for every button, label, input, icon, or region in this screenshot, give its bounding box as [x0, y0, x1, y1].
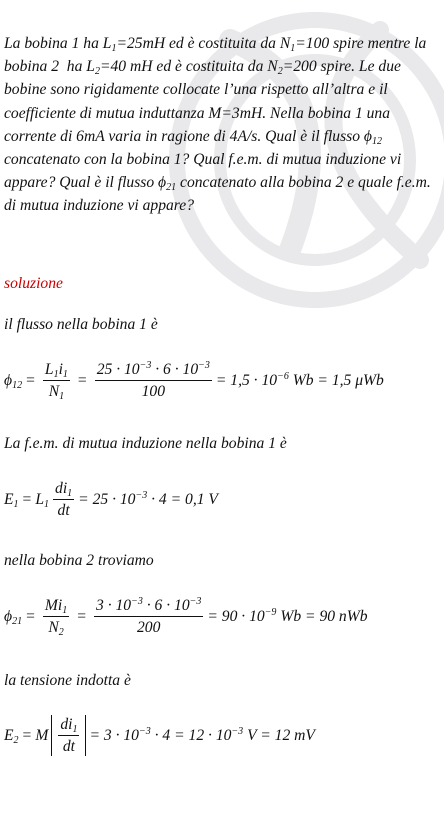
equation-flux-12: $\phi_{12}$ = $\frac{L_1i_1}{N_1}$ = $\frac{25 \cdot 10^{-3} \cdot 6 \cdot 10^{-3}}{100}$ = $1,5 \cdot 10^{-6}$ Wb = 1,5 μWb — [4, 360, 384, 402]
equation-emf-1-result: = $25 \cdot 10^{-3} \cdot 4 = 0,1$ V — [78, 489, 218, 508]
solution-heading: soluzione — [4, 275, 63, 292]
equation-flux-21-result: = $90 \cdot 10^{-9}$ Wb = 90 nWb — [207, 606, 368, 625]
equation-flux-21: $\phi_{21}$ = $\frac{Mi_1}{N_2}$ = $\frac{3 \cdot 10^{-3} \cdot 6 \cdot 10^{-3}}{200}$ = $90 \cdot 10^{-9}$ Wb = 90 nWb — [4, 596, 368, 638]
equation-flux-12-result: = $1,5 \cdot 10^{-6}$ Wb = 1,5 μWb — [215, 370, 384, 389]
problem-statement: La bobina 1 ha $L_1=25mH$ ed è costituita da $N_1=100$ spire mentre la bobina 2 ha $L_2=40$ mH ed è costituita da $N_2=200$ spire. Le due bobine sono rigidamente collocate l’una rispetto all’altra e il coefficiente di mutua induttanza M=3mH. Nella bobina 1 una corrente di 6mA varia in ragione di 4A/s. Qual è il flusso $\phi_{12}$ concatenato con la bobina 1? Qual f.e.m. di mutua induzione vi appare? Qual è il flusso $\phi_{21}$ concatenato alla bobina 2 e quale f.e.m. di mutua induzione vi appare? — [4, 35, 431, 215]
step-text-3: nella bobina 2 troviamo — [4, 552, 154, 569]
step-text-2: La f.e.m. di mutua induzione nella bobina 1 è — [4, 435, 287, 452]
equation-emf-2: $E_2$ = M $\frac{di_1}{dt}$ = $3 \cdot 10^{-3} \cdot 4 = 12 \cdot 10^{-3}$ V = 12 mV — [4, 716, 315, 755]
equation-emf-2-result: = $3 \cdot 10^{-3} \cdot 4 = 12 \cdot 10^{-3}$ V = 12 mV — [89, 725, 315, 744]
equation-emf-1: $E_1$ = $L_1$ $\frac{di_1}{dt}$ = $25 \cdot 10^{-3} \cdot 4 = 0,1$ V — [4, 480, 218, 519]
step-text-1: il flusso nella bobina 1 è — [4, 316, 158, 333]
step-text-4: la tensione indotta è — [4, 672, 131, 689]
